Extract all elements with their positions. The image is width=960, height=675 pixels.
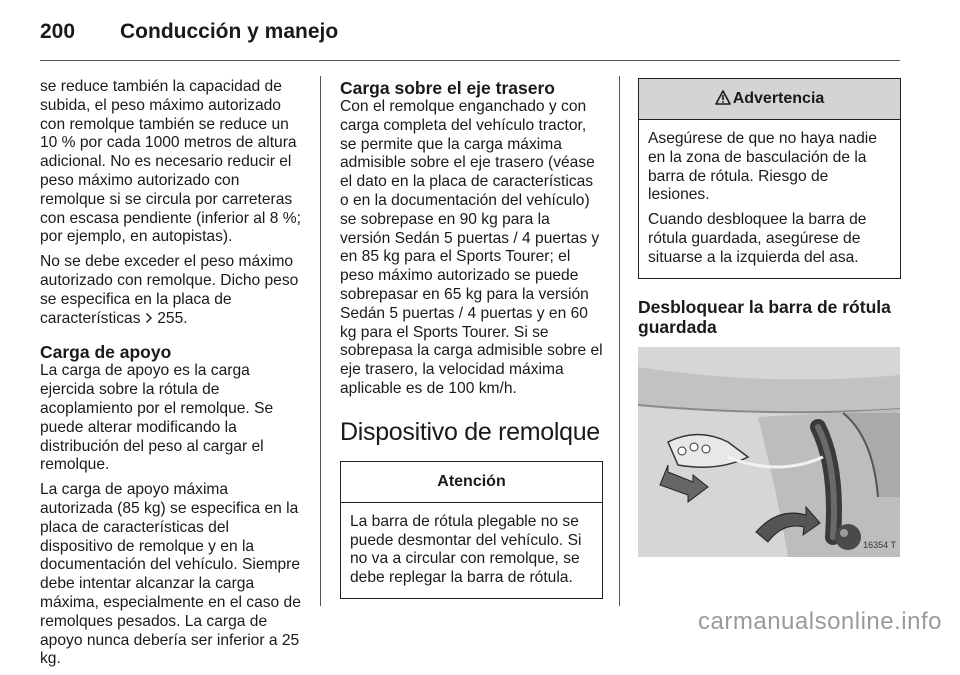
column-middle <box>340 78 603 599</box>
heading-carga-apoyo: Carga de apoyo <box>40 342 172 363</box>
paragraph: La carga de apoyo máxima autorizada (85 kg) se especifica en la placa de características del dispositivo de remolque y en la documentación del vehículo. Siempre debe intentar alcanzar la carga máxima, especialmente en el caso de remolques pesados. La carga de apoyo nunca debería ser inferior a 25 kg. <box>40 481 301 668</box>
advertencia-title: Advertencia <box>732 90 825 107</box>
heading-dispositivo-remolque: Dispositivo de remolque <box>340 417 600 446</box>
page-header <box>40 12 900 52</box>
paragraph: La carga de apoyo es la carga ejercida sobre la rótula de acoplamiento por el remolque. Se puede alterar modificando la distribución del peso al cargar el remolque. <box>40 362 274 474</box>
atencion-title: Atención <box>341 462 602 503</box>
advertencia-text: Asegúrese de que no haya nadie en la zona de basculación de la barra de rótula. Riesgo de lesiones. <box>648 130 877 204</box>
atencion-body <box>341 503 602 598</box>
page-number: 200 <box>40 20 76 43</box>
column-divider <box>320 76 321 606</box>
header-rule <box>40 60 900 61</box>
column-divider <box>619 76 620 606</box>
reference-arrow-icon <box>145 310 157 327</box>
advertencia-body <box>639 120 900 278</box>
chapter-title: Conducción y manejo <box>120 20 339 43</box>
column-left <box>40 78 303 675</box>
advertencia-box <box>638 78 901 279</box>
atencion-text: La barra de rótula plegable no se puede desmontar del vehículo. Si no va a circular con remolque, se debe replegar la barra de rótula. <box>350 512 582 587</box>
column-right <box>638 78 901 557</box>
watermark: carmanualsonline.info <box>698 608 942 635</box>
paragraph: No se debe exceder el peso máximo autorizado con remolque. Dicho peso se especifica en la placa de características 255. <box>40 253 299 327</box>
paragraph: Con el remolque enganchado y con carga completa del vehículo tractor, se permite que la carga máxima admisible sobre el eje trasero (véase el dato en la placa de características o en la documentación del vehículo) se sobrepase en 90 kg para la versión Sedán 5 puertas / 4 puertas y en 85 kg para el Sports Tourer; el peso máximo autorizado se puede sobrepasar en 65 kg para la versión Sedán 5 puertas / 4 puertas y en 60 kg para el Sports Tourer. Si se sobrepasa la carga admisible sobre el eje trasero, la velocidad máxima aplicable es de 100 km/h. <box>340 98 603 397</box>
page-reference[interactable]: 255. <box>157 309 188 327</box>
figure-number: 16354 T <box>863 539 896 550</box>
advertencia-header <box>639 79 900 120</box>
paragraph: se reduce también la capacidad de subida, el peso máximo autorizado con remolque también se reduce un 10 % por cada 1000 metros de altura adicional. No es necesario reducir el peso máximo autorizado con remolque si se circula por carreteras con escasa pendiente (inferior al 8 %; por ejemplo, en autopistas). <box>40 78 301 246</box>
warning-triangle-icon <box>715 81 731 121</box>
tow-bar-illustration <box>638 347 900 557</box>
advertencia-text: Cuando desbloquee la barra de rótula guardada, asegúrese de situarse a la izquierda del asa. <box>648 211 867 266</box>
heading-eje-trasero: Carga sobre el eje trasero <box>340 78 555 98</box>
heading-desbloquear: Desbloquear la barra de rótula guardada <box>638 296 891 337</box>
atencion-box <box>340 461 603 599</box>
